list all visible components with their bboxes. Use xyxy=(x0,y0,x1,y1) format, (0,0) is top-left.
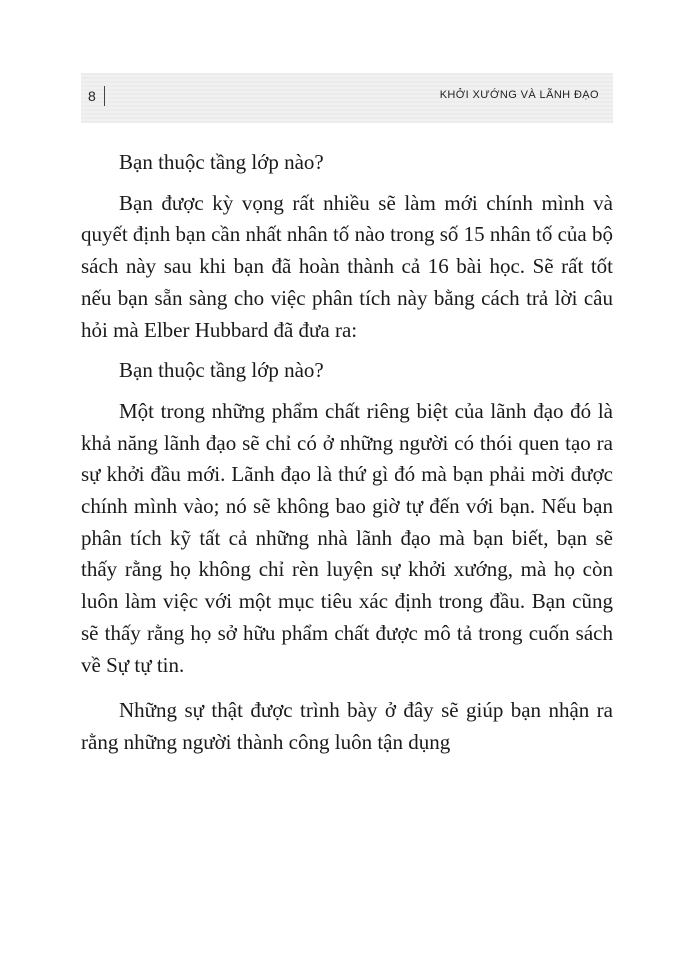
chapter-title: KHỞI XƯỚNG VÀ LÃNH ĐẠO xyxy=(439,89,599,101)
header-divider xyxy=(104,86,105,106)
question-paragraph: Bạn thuộc tầng lớp nào? xyxy=(119,358,324,383)
body-paragraph: Những sự thật được trình bày ở đây sẽ giúp bạn nhận ra rằng những người thành công luôn tận dụng xyxy=(81,698,613,754)
page-body xyxy=(81,147,613,759)
running-header xyxy=(81,73,613,123)
question-paragraph: Bạn thuộc tầng lớp nào? xyxy=(119,150,324,174)
body-paragraph: Bạn được kỳ vọng rất nhiều sẽ làm mới chính mình và quyết định bạn cần nhất nhân tố nào trong số 15 nhân tố của bộ sách này sau khi bạn đã hoàn thành cả 16 bài học. Sẽ rất tốt nếu bạn sẵn sàng cho việc phân tích này bằng cách trả lời câu hỏi mà Elber Hubbard đã đưa ra: xyxy=(81,190,613,342)
page-number: 8 xyxy=(88,88,96,104)
body-paragraph: Một trong những phẩm chất riêng biệt của lãnh đạo đó là khả năng lãnh đạo sẽ chỉ có ở những người có thói quen tạo ra sự khởi đầu mới. Lãnh đạo là thứ gì đó mà bạn phải mời được chính mình vào; nó sẽ không bao giờ tự đến với bạn. Nếu bạn phân tích kỹ tất cả những nhà lãnh đạo mà bạn biết, bạn sẽ thấy rằng họ không chỉ rèn luyện sự khởi xướng, mà họ còn luôn làm việc với một mục tiêu xác định trong đầu. Bạn cũng sẽ thấy rằng họ sở hữu phẩm chất được mô tả trong cuốn sách về Sự tự tin. xyxy=(81,398,613,677)
